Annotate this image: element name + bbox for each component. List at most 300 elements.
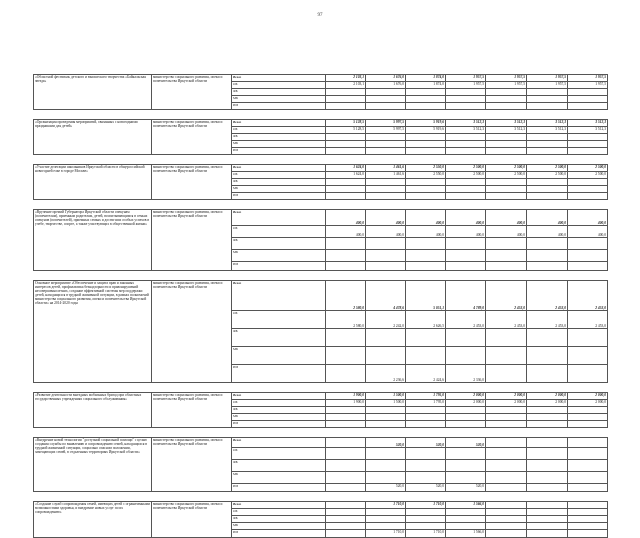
funding-source-cell: ИИ — [232, 530, 326, 538]
amount-cell — [446, 262, 486, 271]
amount-cell: 1 957,5 — [446, 75, 486, 82]
gap-cell — [34, 492, 608, 502]
amount-cell — [326, 530, 366, 538]
amount-cell — [486, 516, 527, 523]
amount-cell: 1 710,0 — [366, 502, 406, 509]
funding-source-cell: Всего — [232, 281, 326, 311]
amount-cell: 2 500,0 — [568, 165, 608, 172]
amount-cell — [446, 516, 486, 523]
funding-source-cell: ОБ — [232, 172, 326, 179]
amount-cell — [366, 421, 406, 428]
gap-cell — [34, 155, 608, 165]
amount-cell: 3 512,3 — [568, 127, 608, 134]
amount-cell — [406, 329, 446, 347]
amount-cell — [486, 179, 527, 186]
amount-cell — [527, 329, 568, 347]
table-row — [34, 210, 608, 226]
block-gap — [34, 271, 608, 281]
amount-cell — [366, 523, 406, 530]
executor-cell: министерство социального развития, опеки и попечительства Иркутской области — [152, 438, 232, 492]
amount-cell — [366, 134, 406, 141]
amount-cell — [568, 502, 608, 509]
amount-cell — [446, 96, 486, 103]
amount-cell: 1 900,0 — [326, 400, 366, 407]
block-gap — [34, 428, 608, 438]
amount-cell — [486, 448, 527, 460]
executor-cell: министерство социального развития, опеки и попечительства Иркутской области — [152, 393, 232, 428]
amount-cell — [406, 148, 446, 155]
amount-cell — [568, 516, 608, 523]
gap-cell — [34, 200, 608, 210]
amount-cell — [486, 134, 527, 141]
amount-cell — [326, 509, 366, 516]
amount-cell — [406, 347, 446, 365]
amount-cell: 1 900,0 — [326, 393, 366, 400]
amount-cell: 400,0 — [406, 226, 446, 238]
amount-cell — [527, 523, 568, 530]
amount-cell — [326, 148, 366, 155]
amount-cell — [486, 472, 527, 484]
block-gap — [34, 110, 608, 120]
amount-cell: 2 500,0 — [446, 165, 486, 172]
funding-source-cell: Всего — [232, 75, 326, 82]
amount-cell: 5 128,5 — [326, 127, 366, 134]
amount-cell — [446, 238, 486, 250]
amount-cell — [366, 193, 406, 200]
funding-source-cell: ИИ — [232, 262, 326, 271]
funding-source-cell: МБ — [232, 472, 326, 484]
amount-cell — [406, 448, 446, 460]
activity-name-cell: «Участие делегации школьников Иркутской области в общероссийской новогодней елке в городе Москве» — [34, 165, 152, 200]
amount-cell — [326, 438, 366, 448]
amount-cell — [446, 103, 486, 110]
funding-source-cell: МБ — [232, 96, 326, 103]
funding-source-cell: МБ — [232, 250, 326, 262]
amount-cell — [326, 448, 366, 460]
amount-cell — [446, 89, 486, 96]
amount-cell — [366, 407, 406, 414]
funding-source-cell: ОБ — [232, 127, 326, 134]
funding-source-cell: Всего — [232, 120, 326, 127]
amount-cell: 3 512,3 — [486, 127, 527, 134]
funding-source-cell: ИИ — [232, 365, 326, 383]
amount-cell: 400,0 — [446, 210, 486, 226]
amount-cell — [406, 472, 446, 484]
amount-cell — [568, 262, 608, 271]
amount-cell — [568, 365, 608, 383]
amount-cell — [446, 421, 486, 428]
amount-cell — [568, 148, 608, 155]
funding-source-cell: МБ — [232, 141, 326, 148]
funding-source-cell: ОБ — [232, 226, 326, 238]
amount-cell: 4 478,6 — [366, 281, 406, 311]
funding-source-cell: ОБ — [232, 311, 326, 329]
funding-source-cell: ИИ — [232, 421, 326, 428]
table-row — [34, 393, 608, 400]
amount-cell: 1 874,0 — [406, 75, 446, 82]
amount-cell — [527, 134, 568, 141]
amount-cell: 1 710,0 — [406, 530, 446, 538]
amount-cell — [527, 421, 568, 428]
amount-cell: 400,0 — [446, 226, 486, 238]
funding-source-cell: ОБ — [232, 400, 326, 407]
amount-cell — [527, 193, 568, 200]
amount-cell — [406, 262, 446, 271]
amount-cell — [326, 502, 366, 509]
amount-cell: 400,0 — [527, 226, 568, 238]
block-gap — [34, 383, 608, 393]
funding-source-cell: ИИ — [232, 484, 326, 492]
amount-cell — [406, 421, 446, 428]
amount-cell — [486, 484, 527, 492]
amount-cell — [486, 502, 527, 509]
amount-cell: 520,0 — [446, 484, 486, 492]
amount-cell — [406, 103, 446, 110]
amount-cell: 2 580,0 — [326, 311, 366, 329]
amount-cell: 2 000,0 — [568, 393, 608, 400]
amount-cell — [406, 414, 446, 421]
funding-source-cell: ОБ — [232, 448, 326, 460]
amount-cell — [406, 179, 446, 186]
amount-cell — [527, 141, 568, 148]
amount-cell — [326, 89, 366, 96]
funding-source-cell: Всего — [232, 438, 326, 448]
funding-source-cell: ИИ — [232, 193, 326, 200]
amount-cell — [326, 365, 366, 383]
amount-cell: 2 242,0 — [366, 311, 406, 329]
amount-cell — [527, 438, 568, 448]
amount-cell — [568, 460, 608, 472]
amount-cell — [406, 186, 446, 193]
amount-cell — [486, 421, 527, 428]
amount-cell — [568, 509, 608, 516]
amount-cell — [446, 448, 486, 460]
amount-cell — [406, 523, 446, 530]
amount-cell: 2 500,0 — [486, 172, 527, 179]
amount-cell — [326, 460, 366, 472]
activity-name-cell: «Развитие деятельности выездных мобильных бригад при областных государственных учреждениях социального обслуживания» — [34, 393, 152, 428]
amount-cell: 2 453,0 — [486, 281, 527, 311]
amount-cell: 1 461,6 — [366, 165, 406, 172]
amount-cell — [446, 250, 486, 262]
amount-cell: 2 424,6 — [406, 365, 446, 383]
amount-cell — [568, 186, 608, 193]
amount-cell — [406, 96, 446, 103]
amount-cell: 400,0 — [366, 210, 406, 226]
amount-cell — [326, 484, 366, 492]
amount-cell — [366, 347, 406, 365]
amount-cell: 1 500,0 — [366, 400, 406, 407]
amount-cell — [486, 103, 527, 110]
amount-cell — [568, 238, 608, 250]
funding-source-cell: Всего — [232, 393, 326, 400]
amount-cell: 1 957,5 — [486, 82, 527, 89]
amount-cell — [568, 329, 608, 347]
amount-cell — [366, 186, 406, 193]
amount-cell: 3 512,3 — [527, 120, 568, 127]
amount-cell — [406, 407, 446, 414]
amount-cell — [326, 472, 366, 484]
amount-cell — [446, 460, 486, 472]
amount-cell — [568, 472, 608, 484]
amount-cell — [568, 134, 608, 141]
funding-source-cell: ФБ — [232, 238, 326, 250]
amount-cell: 1 957,5 — [527, 82, 568, 89]
amount-cell: 3 512,3 — [446, 127, 486, 134]
amount-cell — [527, 238, 568, 250]
funding-source-cell: Всего — [232, 502, 326, 509]
funding-source-cell: ФБ — [232, 407, 326, 414]
funding-source-cell: МБ — [232, 523, 326, 530]
amount-cell — [446, 193, 486, 200]
amount-cell — [527, 472, 568, 484]
amount-cell — [326, 414, 366, 421]
table-row — [34, 75, 608, 82]
amount-cell — [366, 262, 406, 271]
page-number: 97 — [317, 13, 323, 18]
amount-cell — [446, 329, 486, 347]
funding-source-cell: ОБ — [232, 82, 326, 89]
amount-cell — [486, 509, 527, 516]
funding-table — [33, 74, 608, 538]
amount-cell — [326, 238, 366, 250]
amount-cell — [486, 262, 527, 271]
amount-cell: 1 957,5 — [446, 82, 486, 89]
amount-cell — [406, 141, 446, 148]
funding-source-cell: ФБ — [232, 134, 326, 141]
amount-cell — [527, 502, 568, 509]
amount-cell: 400,0 — [486, 210, 527, 226]
amount-cell — [406, 516, 446, 523]
amount-cell — [446, 179, 486, 186]
amount-cell — [486, 523, 527, 530]
amount-cell — [568, 484, 608, 492]
amount-cell: 1 874,0 — [406, 82, 446, 89]
amount-cell — [326, 262, 366, 271]
block-gap — [34, 155, 608, 165]
funding-source-cell: Всего — [232, 210, 326, 226]
amount-cell: 2 000,0 — [527, 393, 568, 400]
amount-cell — [406, 509, 446, 516]
amount-cell: 2 500,0 — [527, 172, 568, 179]
amount-cell — [366, 460, 406, 472]
activity-name-cell: Основное мероприятие «Обеспечение и защита прав и законных интересов детей, профилактика безнадзорности и правонарушений несовершеннолетних, создание эффективной системы мер поддержки детей, находящихся в трудной жизненной ситуации, в рамках полномочий министерства социального развития, опеки и попечительства Иркутской области» на 2014-2020 годы — [34, 281, 152, 383]
funding-source-cell: МБ — [232, 414, 326, 421]
executor-cell: министерство социального развития, опеки и попечительства Иркутской области — [152, 165, 232, 200]
gap-cell — [34, 271, 608, 281]
amount-cell — [326, 103, 366, 110]
amount-cell: 2 000,0 — [446, 400, 486, 407]
amount-cell — [486, 141, 527, 148]
activity-name-cell: «Организация проведения мероприятий, связанных с новогодними праздниками для детей» — [34, 120, 152, 155]
amount-cell: 2 000,0 — [446, 393, 486, 400]
amount-cell: 1 957,5 — [486, 75, 527, 82]
amount-cell — [446, 134, 486, 141]
table-row — [34, 438, 608, 448]
amount-cell: 2 000,0 — [486, 393, 527, 400]
amount-cell: 1 624,0 — [326, 172, 366, 179]
amount-cell: 2 500,0 — [527, 165, 568, 172]
amount-cell: 2 453,0 — [486, 311, 527, 329]
amount-cell: 3 512,3 — [446, 120, 486, 127]
funding-source-cell: Всего — [232, 165, 326, 172]
amount-cell — [527, 89, 568, 96]
amount-cell — [527, 250, 568, 262]
amount-cell: 2 550,0 — [406, 172, 446, 179]
amount-cell: 1 957,5 — [568, 75, 608, 82]
amount-cell: 2 453,0 — [568, 311, 608, 329]
amount-cell: 1 461,6 — [366, 172, 406, 179]
amount-cell — [568, 193, 608, 200]
amount-cell — [366, 414, 406, 421]
amount-cell: 5 128,5 — [326, 120, 366, 127]
amount-cell — [446, 523, 486, 530]
amount-cell: 3 512,3 — [568, 120, 608, 127]
amount-cell: 5 919,6 — [406, 127, 446, 134]
table-row — [34, 165, 608, 172]
activity-name-cell: «Вручение премий Губернатора Иркутской области опекунам (попечителям), приемным родителям, детей, воспитывающимся в семьях опекунов (попечителей), приемных семьях и достигших особых успехов в учебе, творчестве, спорте, а также участвующих в общественной жизни» — [34, 210, 152, 271]
amount-cell: 520,0 — [406, 438, 446, 448]
amount-cell: 1 624,0 — [326, 165, 366, 172]
gap-cell — [34, 383, 608, 393]
amount-cell — [486, 96, 527, 103]
amount-cell — [568, 523, 608, 530]
amount-cell: 1 710,0 — [366, 530, 406, 538]
amount-cell: 400,0 — [326, 210, 366, 226]
block-gap — [34, 492, 608, 502]
amount-cell — [366, 250, 406, 262]
amount-cell: 1 566,0 — [446, 502, 486, 509]
funding-source-cell: ИИ — [232, 103, 326, 110]
amount-cell — [326, 134, 366, 141]
amount-cell — [326, 186, 366, 193]
funding-source-cell: ФБ — [232, 89, 326, 96]
amount-cell — [326, 141, 366, 148]
amount-cell — [568, 448, 608, 460]
amount-cell: 2 453,0 — [568, 281, 608, 311]
amount-cell — [568, 530, 608, 538]
amount-cell: 2 550,0 — [406, 165, 446, 172]
amount-cell — [486, 329, 527, 347]
table-row — [34, 120, 608, 127]
amount-cell — [568, 347, 608, 365]
amount-cell — [326, 523, 366, 530]
amount-cell: 2 103,1 — [326, 75, 366, 82]
amount-cell — [527, 530, 568, 538]
amount-cell — [326, 193, 366, 200]
amount-cell — [446, 347, 486, 365]
amount-cell — [486, 438, 527, 448]
amount-cell: 2 453,0 — [446, 311, 486, 329]
activity-name-cell: «Внедрение новой технологии "доступной социальной помощи" с целью создания службы по выявлению и сопровождению семей, находящихся в трудной жизненной ситуации, социально опасном положении, замещающих семей, в отдаленных территориях Иркутской области» — [34, 438, 152, 492]
funding-source-cell: ФБ — [232, 179, 326, 186]
amount-cell — [527, 365, 568, 383]
amount-cell: 400,0 — [366, 226, 406, 238]
amount-cell — [568, 421, 608, 428]
amount-cell: 400,0 — [486, 226, 527, 238]
funding-source-cell: ОБ — [232, 509, 326, 516]
amount-cell — [527, 484, 568, 492]
funding-source-cell: МБ — [232, 186, 326, 193]
amount-cell — [486, 460, 527, 472]
amount-cell: 1 676,0 — [366, 82, 406, 89]
table-row — [34, 281, 608, 311]
activity-name-cell: «Создание служб сопровождения семей, имеющих детей с ограниченными возможностями здоровья, и внедрение новых услуг по их сопровождению» — [34, 502, 152, 538]
amount-cell — [568, 414, 608, 421]
amount-cell — [366, 448, 406, 460]
amount-cell — [486, 238, 527, 250]
executor-cell: министерство социального развития, опеки и попечительства Иркутской области — [152, 120, 232, 155]
gap-cell — [34, 428, 608, 438]
amount-cell — [406, 238, 446, 250]
amount-cell: 2 580,0 — [326, 281, 366, 311]
amount-cell — [326, 329, 366, 347]
amount-cell: 5 051,1 — [406, 281, 446, 311]
amount-cell — [527, 186, 568, 193]
amount-cell: 2 000,0 — [568, 400, 608, 407]
amount-cell — [366, 472, 406, 484]
funding-source-cell: ИИ — [232, 148, 326, 155]
amount-cell — [366, 179, 406, 186]
amount-cell: 2 500,0 — [568, 172, 608, 179]
amount-cell: 400,0 — [527, 210, 568, 226]
amount-cell: 400,0 — [406, 210, 446, 226]
amount-cell — [568, 179, 608, 186]
amount-cell — [326, 421, 366, 428]
amount-cell — [326, 96, 366, 103]
amount-cell — [366, 329, 406, 347]
amount-cell — [326, 407, 366, 414]
amount-cell — [366, 509, 406, 516]
amount-cell — [527, 407, 568, 414]
amount-cell: 5 997,5 — [366, 127, 406, 134]
amount-cell: 400,0 — [568, 210, 608, 226]
amount-cell — [446, 186, 486, 193]
amount-cell: 1 710,0 — [406, 502, 446, 509]
amount-cell — [568, 96, 608, 103]
amount-cell — [366, 141, 406, 148]
amount-cell: 1 795,0 — [406, 400, 446, 407]
amount-cell: 520,0 — [366, 484, 406, 492]
amount-cell: 2 103,1 — [326, 82, 366, 89]
amount-cell — [527, 516, 568, 523]
amount-cell — [527, 103, 568, 110]
amount-cell: 2 453,0 — [527, 311, 568, 329]
amount-cell: 2 336,0 — [446, 365, 486, 383]
amount-cell — [406, 89, 446, 96]
amount-cell — [486, 148, 527, 155]
amount-cell — [568, 89, 608, 96]
amount-cell — [406, 460, 446, 472]
amount-cell — [568, 103, 608, 110]
funding-source-cell: МБ — [232, 347, 326, 365]
amount-cell: 1 795,0 — [406, 393, 446, 400]
amount-cell — [446, 407, 486, 414]
amount-cell — [527, 347, 568, 365]
amount-cell — [366, 89, 406, 96]
amount-cell: 1 566,0 — [446, 530, 486, 538]
amount-cell: 2 626,5 — [406, 311, 446, 329]
amount-cell — [527, 262, 568, 271]
amount-cell — [568, 250, 608, 262]
amount-cell: 3 512,3 — [527, 127, 568, 134]
table-row — [34, 502, 608, 509]
amount-cell — [366, 103, 406, 110]
amount-cell: 2 236,6 — [366, 365, 406, 383]
amount-cell: 520,0 — [406, 484, 446, 492]
amount-cell: 400,0 — [568, 226, 608, 238]
amount-cell — [527, 179, 568, 186]
